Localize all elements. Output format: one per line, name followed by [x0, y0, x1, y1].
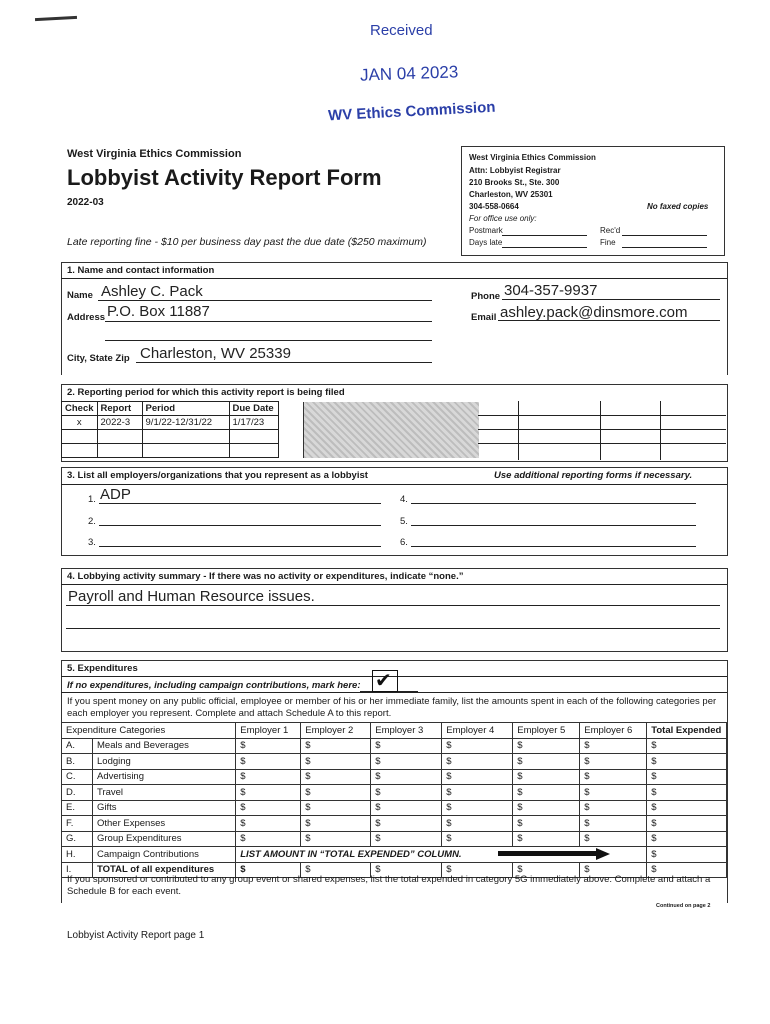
row-label: Campaign Contributions	[93, 847, 236, 863]
row-label: Other Expenses	[93, 816, 236, 832]
amount-cell[interactable]: $	[513, 831, 580, 847]
report-cell	[97, 444, 142, 458]
section5-heading: 5. Expenditures	[67, 663, 138, 674]
total-cell[interactable]: $	[647, 816, 727, 832]
mail-line5: 304-558-0664	[469, 202, 519, 211]
amount-cell[interactable]: $	[371, 816, 442, 832]
employer-num-1: 1.	[88, 494, 96, 505]
due-cell: 1/17/23	[229, 416, 278, 430]
days-late-label: Days late	[469, 238, 503, 247]
row-letter: D.	[62, 785, 93, 801]
amount-cell[interactable]: $	[301, 831, 371, 847]
expenditure-table	[61, 722, 727, 878]
no-fax: No faxed copies	[647, 202, 709, 211]
amount-cell[interactable]: $	[442, 738, 513, 754]
period-table	[61, 401, 279, 458]
row-label: Gifts	[93, 800, 236, 816]
section2-heading: 2. Reporting period for which this activity report is being filed	[67, 387, 345, 398]
phone-field[interactable]: 304-357-9937	[504, 282, 598, 299]
amount-cell[interactable]: $	[301, 816, 371, 832]
amount-cell[interactable]: $	[236, 769, 301, 785]
amount-cell[interactable]: $	[301, 769, 371, 785]
total-cell[interactable]: $	[647, 800, 727, 816]
row-letter: F.	[62, 816, 93, 832]
fine-label: Fine	[600, 238, 616, 247]
page-title: Lobbyist Activity Report Form	[67, 165, 382, 190]
amount-cell[interactable]: $	[371, 785, 442, 801]
row-letter: A.	[62, 738, 93, 754]
row-label: Group Expenditures	[93, 831, 236, 847]
col-employer-2: Employer 2	[301, 723, 371, 739]
office-use: For office use only:	[469, 214, 537, 223]
expenditure-row	[62, 831, 727, 847]
amount-cell[interactable]: $	[513, 754, 580, 770]
total-cell[interactable]: $	[647, 785, 727, 801]
expenditure-row	[62, 754, 727, 770]
employer-num-4: 4.	[400, 494, 408, 505]
amount-cell[interactable]: $	[442, 785, 513, 801]
amount-cell[interactable]: $	[236, 738, 301, 754]
amount-cell[interactable]: $	[580, 738, 647, 754]
row-letter: H.	[62, 847, 93, 863]
report-cell	[97, 430, 142, 444]
expenditure-row	[62, 816, 727, 832]
shaded-area	[303, 402, 479, 458]
row-label: Lodging	[93, 754, 236, 770]
employer-num-3: 3.	[88, 537, 96, 548]
employer-num-2: 2.	[88, 516, 96, 527]
total-cell[interactable]: $	[647, 831, 727, 847]
mail-line4: Charleston, WV 25301	[469, 190, 553, 199]
amount-cell[interactable]: $	[580, 862, 647, 878]
col-employer-4: Employer 4	[442, 723, 513, 739]
form-code: 2022-03	[67, 197, 104, 208]
col-due: Due Date	[229, 402, 278, 416]
amount-cell[interactable]: $	[513, 800, 580, 816]
col-report: Report	[97, 402, 142, 416]
row-label: Advertising	[93, 769, 236, 785]
name-field[interactable]: Ashley C. Pack	[101, 283, 203, 300]
arrow-head-icon	[596, 848, 610, 860]
period-cell	[142, 430, 229, 444]
address-field[interactable]: P.O. Box 11887	[107, 303, 210, 320]
total-cell[interactable]: $	[647, 862, 727, 878]
col-employer-3: Employer 3	[371, 723, 442, 739]
col-employer-1: Employer 1	[236, 723, 301, 739]
amount-cell[interactable]: $	[442, 862, 513, 878]
expenditure-row	[62, 738, 727, 754]
amount-cell[interactable]: $	[371, 862, 442, 878]
amount-cell[interactable]: $	[513, 816, 580, 832]
section4-heading: 4. Lobbying activity summary - If there was no activity or expenditures, indicate “none.”	[67, 571, 464, 582]
mail-line2: Attn: Lobbyist Registrar	[469, 166, 561, 175]
amount-cell[interactable]: $	[580, 800, 647, 816]
total-cell[interactable]: $	[647, 738, 727, 754]
col-employer-5: Employer 5	[513, 723, 580, 739]
group-event-note: If you sponsored or contributed to any group event or shared expenses, list the total expended in category 5G immediately above. Complete and attach a Schedule B for each event.	[67, 874, 711, 897]
email-field[interactable]: ashley.pack@dinsmore.com	[500, 304, 688, 321]
postmark-label: Postmark	[469, 226, 503, 235]
row-label: Travel	[93, 785, 236, 801]
row-letter: E.	[62, 800, 93, 816]
amount-cell[interactable]: $	[580, 754, 647, 770]
amount-cell[interactable]: $	[442, 800, 513, 816]
amount-cell[interactable]: $	[301, 785, 371, 801]
row-letter: I.	[62, 862, 93, 878]
due-cell	[229, 430, 278, 444]
employer-1-field[interactable]: ADP	[100, 486, 131, 503]
campaign-note: LIST AMOUNT IN “TOTAL EXPENDED” COLUMN.	[240, 848, 462, 860]
amount-cell[interactable]: $	[371, 800, 442, 816]
mail-line1: West Virginia Ethics Commission	[469, 153, 596, 162]
amount-cell[interactable]: $	[371, 831, 442, 847]
amount-cell[interactable]: $	[371, 769, 442, 785]
row-letter: B.	[62, 754, 93, 770]
check-cell[interactable]	[62, 430, 98, 444]
row-label: TOTAL of all expenditures	[93, 862, 236, 878]
arrow-icon	[498, 851, 598, 856]
employer-num-6: 6.	[400, 537, 408, 548]
amount-cell[interactable]: $	[236, 800, 301, 816]
section3-heading: 3. List all employers/organizations that you represent as a lobbyist	[67, 470, 368, 481]
report-cell: 2022-3	[97, 416, 142, 430]
recd-label: Rec'd	[600, 226, 621, 235]
city-label: City, State Zip	[67, 353, 130, 364]
page-footer: Lobbyist Activity Report page 1	[67, 930, 205, 941]
amount-cell[interactable]: $	[371, 738, 442, 754]
amount-cell[interactable]: $	[580, 785, 647, 801]
amount-cell[interactable]: $	[580, 769, 647, 785]
period-cell	[142, 444, 229, 458]
mailing-box	[461, 146, 725, 256]
row-letter: C.	[62, 769, 93, 785]
amount-cell[interactable]: $	[513, 738, 580, 754]
agency-stamp: WV Ethics Commission	[327, 98, 496, 125]
check-cell[interactable]	[62, 444, 98, 458]
continued-note: Continued on page 2	[656, 903, 711, 909]
expenditure-row	[62, 769, 727, 785]
amount-cell[interactable]: $	[236, 831, 301, 847]
checkmark-icon: ✔	[375, 670, 392, 692]
amount-cell[interactable]: $	[580, 831, 647, 847]
amount-cell[interactable]: $	[236, 862, 301, 878]
employer-num-5: 5.	[400, 516, 408, 527]
agency-name: West Virginia Ethics Commission	[67, 148, 242, 160]
email-label: Email	[471, 312, 497, 323]
amount-cell[interactable]: $	[513, 862, 580, 878]
due-cell	[229, 444, 278, 458]
amount-cell[interactable]: $	[301, 754, 371, 770]
expenditure-row	[62, 785, 727, 801]
city-field[interactable]: Charleston, WV 25339	[140, 345, 291, 362]
amount-cell[interactable]: $	[301, 738, 371, 754]
expenditure-row	[62, 800, 727, 816]
total-cell[interactable]: $	[647, 754, 727, 770]
col-categories: Expenditure Categories	[62, 723, 236, 739]
col-period: Period	[142, 402, 229, 416]
row-label: Meals and Beverages	[93, 738, 236, 754]
received-stamp: Received	[370, 22, 433, 39]
section3-note: Use additional reporting forms if necessary.	[494, 470, 693, 481]
phone-label: Phone	[471, 291, 501, 302]
amount-cell[interactable]: $	[301, 862, 371, 878]
col-employer-6: Employer 6	[580, 723, 647, 739]
section1-heading: 1. Name and contact information	[67, 265, 215, 276]
name-label: Name	[67, 290, 93, 301]
address-label: Address	[67, 312, 106, 323]
scan-mark	[35, 16, 77, 21]
col-total: Total Expended	[647, 723, 727, 739]
col-check: Check	[62, 402, 98, 416]
amount-cell[interactable]: $	[236, 754, 301, 770]
no-expenditures-label: If no expenditures, including campaign contributions, mark here:	[67, 680, 361, 691]
mail-line3: 210 Brooks St., Ste. 300	[469, 178, 560, 187]
amount-cell[interactable]: $	[442, 816, 513, 832]
amount-cell[interactable]: $	[442, 769, 513, 785]
amount-cell[interactable]: $	[442, 831, 513, 847]
row-letter: G.	[62, 831, 93, 847]
total-cell[interactable]: $	[647, 847, 727, 863]
amount-cell[interactable]: $	[513, 785, 580, 801]
amount-cell[interactable]: $	[442, 754, 513, 770]
amount-cell[interactable]: $	[513, 769, 580, 785]
activity-summary-field[interactable]: Payroll and Human Resource issues.	[68, 588, 315, 605]
period-cell: 9/1/22-12/31/22	[142, 416, 229, 430]
expenditures-instructions: If you spent money on any public official, employee or member of his or her immediate family, list the amounts spent in each of the following categories per each employer you represent. Complete and attach Schedule A to this report.	[67, 696, 717, 719]
fine-note: Late reporting fine - $10 per business day past the due date ($250 maximum)	[67, 236, 427, 248]
amount-cell[interactable]: $	[580, 816, 647, 832]
total-cell[interactable]: $	[647, 769, 727, 785]
amount-cell[interactable]: $	[236, 785, 301, 801]
campaign-note-cell	[236, 847, 647, 863]
amount-cell[interactable]: $	[301, 800, 371, 816]
check-cell[interactable]: x	[62, 416, 98, 430]
date-stamp: JAN 04 2023	[359, 62, 459, 85]
amount-cell[interactable]: $	[371, 754, 442, 770]
amount-cell[interactable]: $	[236, 816, 301, 832]
